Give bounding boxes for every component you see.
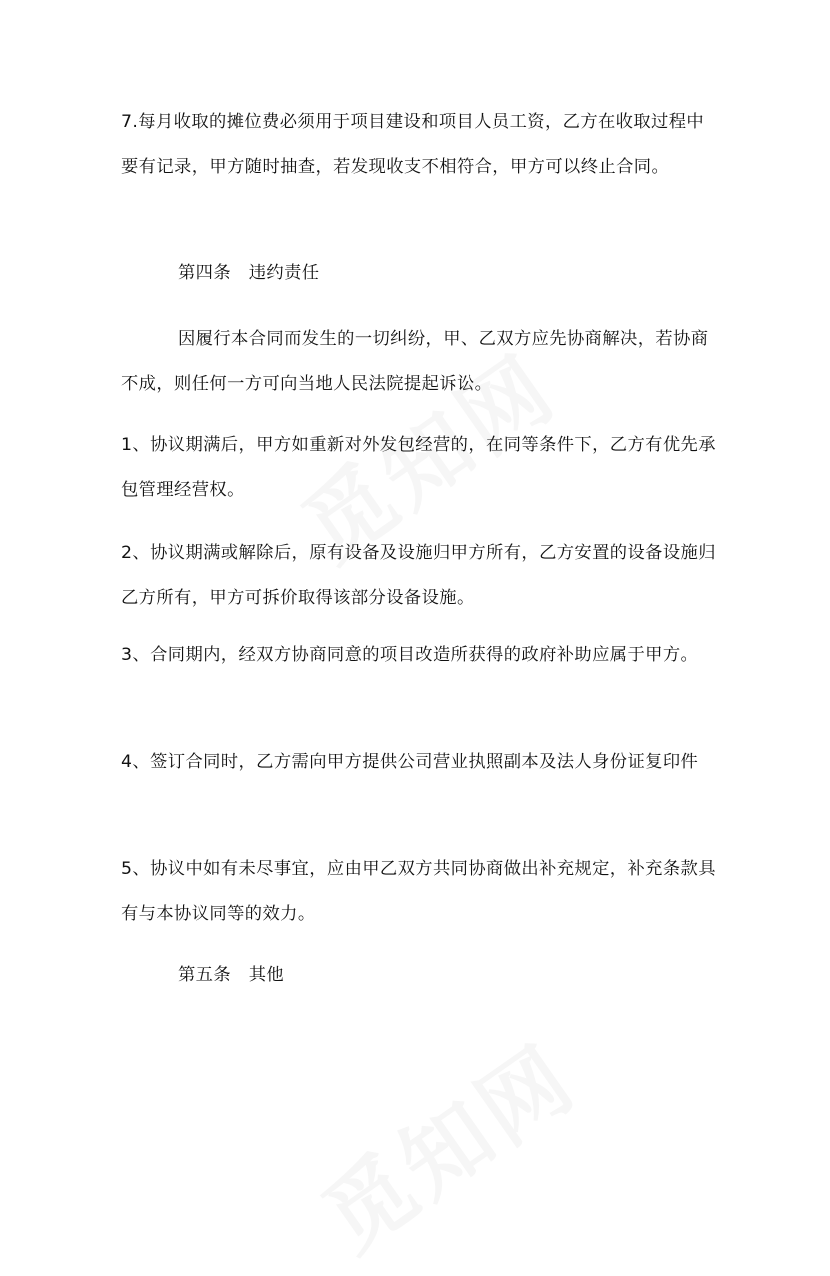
article-4-intro: 因履行本合同而发生的一切纠纷，甲、乙双方应先协商解决，若协商不成，则任何一方可向当地人民法院提起诉讼。 [121, 329, 709, 394]
clause-item-5: 5、协议中如有未尽事宜，应由甲乙双方共同协商做出补充规定，补充条款具有与本协议同等的效力。 [121, 859, 716, 924]
article-4-heading: 第四条 违约责任 [178, 263, 320, 283]
watermark-text-lower [294, 1011, 597, 1276]
clause-item-2: 2、协议期满或解除后，原有设备及设施归甲方所有，乙方安置的设备设施归乙方所有，甲方可拆价取得该部分设备设施。 [121, 543, 716, 608]
clause-item-4: 4、签订合同时，乙方需向甲方提供公司营业执照副本及法人身份证复印件 [121, 752, 699, 772]
article-5-heading: 第五条 其他 [178, 965, 285, 985]
clause-item-1: 1、协议期满后，甲方如重新对外发包经营的，在同等条件下，乙方有优先承包管理经营权。 [121, 435, 716, 500]
clause-item-7: 7.每月收取的摊位费必须用于项目建设和项目人员工资，乙方在收取过程中要有记录，甲方随时抽查，若发现收支不相符合，甲方可以终止合同。 [121, 112, 705, 177]
clause-item-3: 3、合同期内，经双方协商同意的项目改造所获得的政府补助应属于甲方。 [121, 645, 699, 665]
